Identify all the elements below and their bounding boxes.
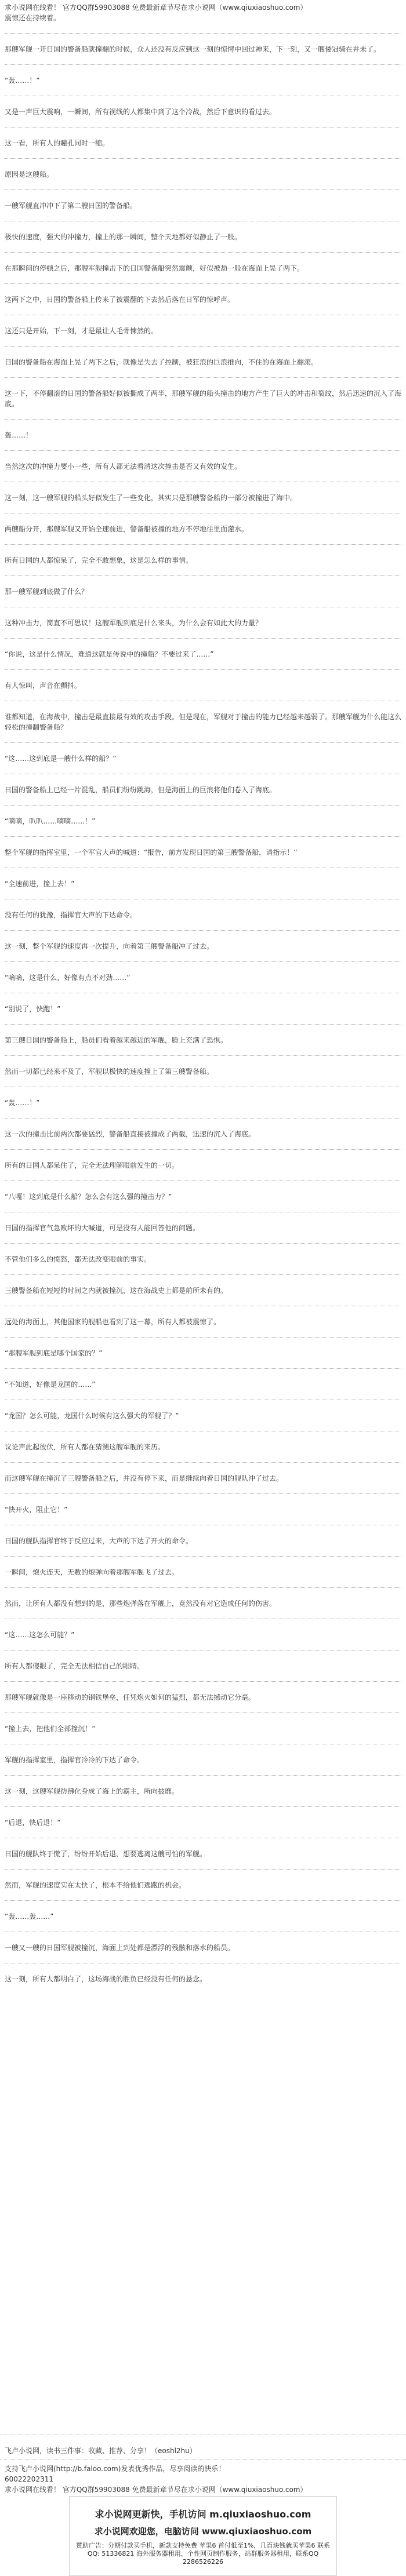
paragraph-divider xyxy=(5,1493,401,1494)
paragraph-divider xyxy=(5,836,401,837)
paragraph-divider xyxy=(5,805,401,806)
support-line[interactable]: 支持飞卢小说网(http://b.faloo.com)发表优秀作品，尽享阅读的快乐！ xyxy=(5,2465,226,2473)
chapter-paragraph: “龙国？怎么可能，龙国什么时候有这么强大的军舰了？” xyxy=(5,1412,179,1420)
chapter-paragraph: “你说，这是什么情况，难道这就是传说中的撞船？不要过来了……” xyxy=(5,650,214,658)
chapter-paragraph: 所有日国的人都惊呆了，完全不敢想象，这是怎么样的事情。 xyxy=(5,556,193,564)
chapter-paragraph: 这一刻，这一艘军舰的船头好似发生了一些变化，其实只是那艘警备船的一部分被撞进了海中。 xyxy=(5,494,298,502)
site-notice: 求小说网在线看！ 官方QQ群59903088 免费最新章节尽在求小说网（www.qiuxiaoshuo.com） xyxy=(5,3,307,12)
intro-line: 震惊还在持续着。 xyxy=(5,14,61,22)
chapter-paragraph: 这还只是开始，下一刻，才是最让人毛骨悚然的。 xyxy=(5,327,158,335)
paragraph-divider xyxy=(5,1869,401,1870)
paragraph-divider xyxy=(5,33,401,34)
chapter-paragraph: “后退，快后退！” xyxy=(5,1819,61,1827)
banner-mobile-line: 求小说网更新快，手机访问 m.qiuxiaoshuo.com xyxy=(95,2509,311,2520)
chapter-paragraph: 日国的指挥官气急败坏的大喊道，可是没有人能回答他的问题。 xyxy=(5,1224,200,1232)
chapter-paragraph: 谁都知道，在海战中，撞击是最直接最有效的攻击手段。但是现在，军舰对于撞击的能力已经越来越弱了。那艘军舰为什么能这么轻松的撞翻警备船？ xyxy=(5,713,402,731)
chapter-paragraph: 这种冲击力，简直不可思议！这艘军舰到底是什么来头，为什么会有如此大的力量？ xyxy=(5,619,263,627)
chapter-paragraph: “轰……轰……” xyxy=(5,1912,54,1921)
paragraph-divider xyxy=(5,346,401,347)
paragraph-divider xyxy=(5,930,401,931)
chapter-paragraph: 第三艘日国的警备船上，船员们看着越来越近的军舰，脸上充满了恐惧。 xyxy=(5,1036,228,1044)
chapter-paragraph: 军舰的指挥室里，指挥官冷冷的下达了命令。 xyxy=(5,1756,144,1764)
chapter-paragraph: 然而，军舰的速度实在太快了，根本不给他们逃跑的机会。 xyxy=(5,1881,186,1889)
paragraph-divider xyxy=(5,1806,401,1807)
chapter-paragraph: “这……这怎么可能？” xyxy=(5,1631,75,1639)
paragraph-divider xyxy=(5,1587,401,1588)
paragraph-divider xyxy=(5,638,401,639)
paragraph-divider xyxy=(5,1024,401,1025)
chapter-paragraph: “这……这到底是一艘什么样的船？” xyxy=(5,755,117,763)
timestamp: 60022202311 xyxy=(5,2475,53,2483)
chapter-paragraph: 这一下，不停翻滚的日国的警备船好似被撕成了两半，那艘军舰的船头撞击的地方产生了巨大的冲击和裂纹，然后迅速的沉入了海底。 xyxy=(5,389,402,408)
footer-notice: 求小说网在线看！ 官方QQ群59903088 免费最新章节尽在求小说网（www.qiuxiaoshuo.com） xyxy=(5,2486,307,2494)
paragraph-divider xyxy=(5,1775,401,1776)
chapter-paragraph: “别说了，快跑！” xyxy=(5,1005,61,1013)
chapter-paragraph: 而这艘军舰在撞沉了三艘警备船之后，并没有停下来，而是继续向着日国的舰队冲了过去。 xyxy=(5,1474,284,1482)
paragraph-divider xyxy=(5,1900,401,1901)
chapter-paragraph: 这一刻，整个军舰的速度再一次提升，向着第三艘警备船冲了过去。 xyxy=(5,942,214,950)
page-header xyxy=(0,0,406,23)
paragraph-divider xyxy=(5,1055,401,1056)
chapter-paragraph: 整个军舰的指挥室里，一个军官大声的喊道：“报告，前方发现日国的第三艘警备船，请指示！” xyxy=(5,848,298,857)
paragraph-divider xyxy=(5,1556,401,1557)
chapter-paragraph: “轰……！” xyxy=(5,1099,40,1107)
paragraph-divider xyxy=(5,252,401,253)
chapter-paragraph: “快开火，阻止它！” xyxy=(5,1506,68,1514)
chapter-paragraph: 极快的速度，强大的冲撞力，撞上的那一瞬间，整个天地都好似静止了一般。 xyxy=(5,233,242,241)
paragraph-divider xyxy=(5,1368,401,1369)
chapter-paragraph: “八嘎！这到底是什么船？怎么会有这么强的撞击力？” xyxy=(5,1193,172,1201)
chapter-paragraph: “全速前进，撞上去！” xyxy=(5,880,75,888)
promo-line: 飞卢小说网，读书三件事：收藏、推荐、分享！（eoshl2hu） xyxy=(5,2447,197,2455)
chapter-paragraph: 两艘船分开，那艘军舰又开始全速前进，警备船被撞的地方不停地往里面灌水。 xyxy=(5,525,249,533)
chapter-paragraph: 有人惊叫，声音在颤抖。 xyxy=(5,682,82,690)
chapter-paragraph: 一艘又一艘的日国军舰被撞沉，海面上到处都是漂浮的残骸和落水的船员。 xyxy=(5,1944,235,1952)
chapter-paragraph: 然而一切都已经来不及了，军舰以极快的速度撞上了第三艘警备船。 xyxy=(5,1067,214,1076)
chapter-paragraph: “撞上去，把他们全部撞沉！” xyxy=(5,1725,96,1733)
paragraph-divider xyxy=(5,158,401,159)
chapter-paragraph: 当然这次的冲撞力要小一些，所有人都无法看清这次撞击是否又有效的发生。 xyxy=(5,462,242,471)
paragraph-divider xyxy=(5,669,401,670)
chapter-paragraph: 议论声此起彼伏，所有人都在猜测这艘军舰的来历。 xyxy=(5,1443,165,1451)
chapter-paragraph: “轰……！” xyxy=(5,76,40,85)
paragraph-divider xyxy=(5,1149,401,1150)
paragraph-divider xyxy=(5,544,401,545)
paragraph-divider xyxy=(5,450,401,451)
chapter-paragraph: 轰……！ xyxy=(5,431,33,439)
chapter-paragraph: “嘀嘀，叭叭……嘀嘀……！” xyxy=(5,817,96,825)
paragraph-divider xyxy=(5,419,401,420)
chapter-paragraph: 一瞬间，炮火连天，无数的炮弹向着那艘军舰飞了过去。 xyxy=(5,1568,179,1576)
paragraph-divider xyxy=(5,575,401,576)
paragraph-divider xyxy=(5,1180,401,1181)
chapter-paragraph: “那艘军舰到底是哪个国家的？” xyxy=(5,1349,103,1357)
chapter-paragraph: 这一看，所有人的瞳孔同时一缩。 xyxy=(5,139,110,147)
chapter-paragraph: 在那瞬间的停顿之后，那艘军舰撞击下的日国警备船突然震颤，好似被劫一般在海面上晃了两下。 xyxy=(5,264,304,272)
chapter-paragraph: “不知道，好像是龙国的……” xyxy=(5,1380,96,1389)
chapter-paragraph: 日国的警备船上已经一片混乱，船员们纷纷跳海，但是海面上的巨浪将他们卷入了海底。 xyxy=(5,786,277,794)
chapter-paragraph: 一艘军舰直冲冲下了第二艘日国的警备船。 xyxy=(5,202,137,210)
paragraph-divider xyxy=(5,1681,401,1682)
banner-sponsor-text: 赞助广告：分期付款买手机，新款支持免费 苹果6 首付低至1%，几百块钱就买苹果6 联系QQ: 51336821 海外服务器租用，个性网页制作服务，站群服务器租用，联系QQ 2286526226 xyxy=(76,2542,330,2566)
chapter-paragraph: 又是一声巨大震响，一瞬间，所有视线的人都集中到了这个冷战，然后下意识的看过去。 xyxy=(5,108,277,116)
chapter-paragraph: 然而，让所有人都没有想到的是，那些炮弹落在军舰上，竟然没有对它造成任何的伤害。 xyxy=(5,1599,277,1608)
chapter-paragraph: 所有的日国人都呆住了，完全无法理解眼前发生的一切。 xyxy=(5,1161,179,1169)
paragraph-divider xyxy=(5,377,401,378)
chapter-paragraph: 原因是这艘船。 xyxy=(5,170,54,178)
chapter-paragraph: 不管他们多么的愤怒，都无法改变眼前的事实。 xyxy=(5,1255,151,1263)
chapter-paragraph: 日国的舰队终于慌了，纷纷开始后退，想要逃离这艘可怕的军舰。 xyxy=(5,1850,207,1858)
chapter-paragraph: 这一次的撞击比前两次都要猛烈，警备船直接被撞成了两截，迅速的沉入了海底。 xyxy=(5,1130,256,1138)
page-footer xyxy=(0,2425,406,2566)
paragraph-divider xyxy=(5,1243,401,1244)
chapter-paragraph: 日国的舰队指挥官终于反应过来，大声的下达了开火的命令。 xyxy=(5,1537,193,1545)
paragraph-divider xyxy=(5,64,401,65)
paragraph-divider xyxy=(5,283,401,284)
chapter-paragraph: 这一刻，所有人都明白了，这场海战的胜负已经没有任何的悬念。 xyxy=(5,1975,207,1983)
chapter-paragraph: 日国的警备船在海面上晃了两下之后，就像是失去了控制，被狂浪的巨浪推向，不住的在海面上翻滚。 xyxy=(5,358,318,366)
paragraph-divider xyxy=(5,1462,401,1463)
chapter-paragraph: 没有任何的犹豫，指挥官大声的下达命令。 xyxy=(5,911,137,919)
chapter-paragraph: 所有人都傻眼了，完全无法相信自己的眼睛。 xyxy=(5,1662,144,1670)
paragraph-divider xyxy=(5,961,401,962)
chapter-paragraph: 远处的海面上，其他国家的舰船也看到了这一幕，所有人都被震惊了。 xyxy=(5,1318,221,1326)
ad-banner[interactable] xyxy=(69,2496,337,2576)
paragraph-divider xyxy=(5,1274,401,1275)
chapter-content xyxy=(0,33,406,1984)
chapter-paragraph: “嘀嘀，这是什么，好像有点不对劲……” xyxy=(5,974,130,982)
banner-desktop-line: 求小说网欢迎您，电脑访问 www.qiuxiaoshuo.com xyxy=(94,2526,312,2537)
chapter-paragraph: 这两下之中，日国的警备船上传来了被震翻的下去然后落在日军的惊呼声。 xyxy=(5,296,235,304)
chapter-paragraph: 那艘军舰就像是一座移动的钢铁堡垒，任凭炮火如何的猛烈，都无法撼动它分毫。 xyxy=(5,1693,256,1701)
paragraph-divider xyxy=(5,1337,401,1338)
chapter-paragraph: 三艘警备船在短短的时间之内就被撞沉，这在海战史上都是前所未有的。 xyxy=(5,1287,228,1295)
paragraph-divider xyxy=(5,742,401,743)
chapter-paragraph: 那艘军舰一开日国的警备船就撞翻的时候，众人还没有反应到这一刻的惊愕中回过神来，下一刻，又一艘倭冠骑在并未了。 xyxy=(5,45,381,53)
chapter-paragraph: 这一刻，这艘军舰彷彿化身成了海上的霸主，所向披靡。 xyxy=(5,1787,179,1795)
chapter-paragraph: 那一艘军舰到底做了什么？ xyxy=(5,588,89,596)
